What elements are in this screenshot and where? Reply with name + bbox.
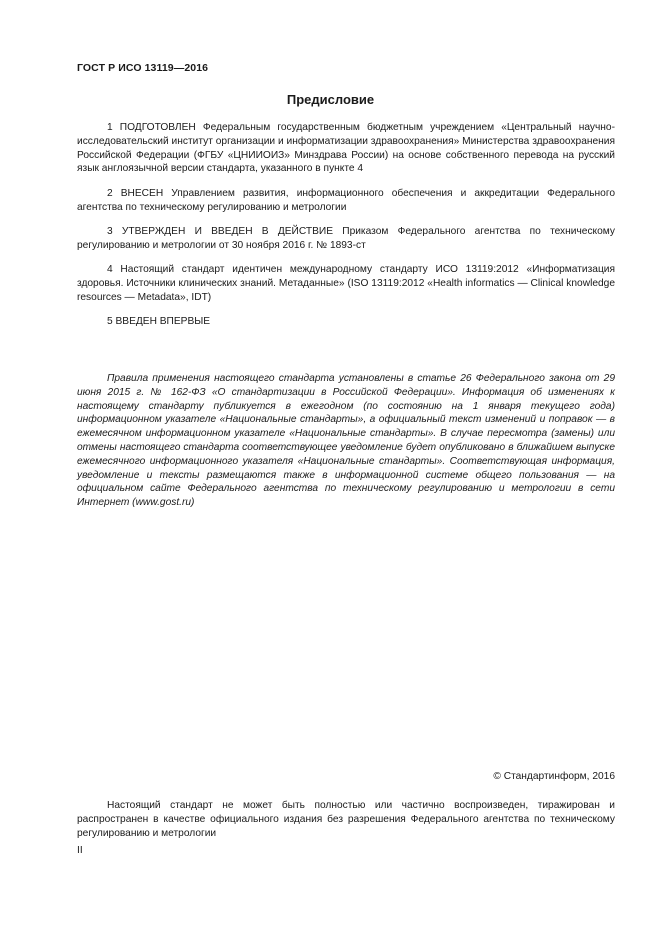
paragraph-introduced: 2 ВНЕСЕН Управлением развития, информационного обеспечения и аккредитации Федерального агентства по техническому регулированию и метрологии bbox=[77, 187, 615, 213]
copyright: © Стандартинформ, 2016 bbox=[493, 771, 615, 782]
rules-note-text: Правила применения настоящего стандарта установлены в статье 26 Федерального закона от 29 июня 2015 г. № 162-ФЗ «О стандартизации в Российской Федерации». Информация об изменениях к настоящему стандарту публикуется в ежегодном (по состоянию на 1 января текущего года) информационном указателе «Национальные стандарты», а официальный текст изменений и поправок — в ежемесячном информационном указателе «Национальные стандарты». В случае пересмотра (замены) или отмены настоящего стандарта соответствующее уведомление будет опубликовано в ближайшем выпуске ежемесячного информационного указателя «Национальные стандарты». Соответствующая информация, уведомление и тексты размещаются также в информационной системе общего пользования — на официальном сайте Федерального агентства по техническому регулированию и метрологии в сети Интернет (www.gost.ru) bbox=[77, 373, 615, 509]
paragraph-approved: 3 УТВЕРЖДЕН И ВВЕДЕН В ДЕЙСТВИЕ Приказом Федерального агентства по техническому регулированию и метрологии от 30 ноября 2016 г. № 1893-ст bbox=[77, 225, 615, 251]
paragraph-identical: 4 Настоящий стандарт идентичен международному стандарту ИСО 13119:2012 «Информатизация здоровья. Источники клинических знаний. Метаданные» (ISO 13119:2012 «Health informatics — Clinical knowledge resources — Metadata», IDT) bbox=[77, 264, 615, 303]
paragraph-prepared: 1 ПОДГОТОВЛЕН Федеральным государственным бюджетным учреждением «Центральный научно-исследовательский институт организации и информатизации здравоохранения» Министерства здравоохранения Российской Федерации (ФГБУ «ЦНИИОИЗ» Минздрава России) на основе собственного перевода на русский язык англоязычной версии стандарта, указанного в пункте 4 bbox=[77, 122, 615, 175]
page-number: II bbox=[77, 845, 83, 856]
foreword-body bbox=[77, 121, 615, 340]
rules-note bbox=[77, 372, 615, 510]
page-title: Предисловие bbox=[286, 92, 375, 107]
paragraph-first-introduced: 5 ВВЕДЕН ВПЕРВЫЕ bbox=[107, 316, 211, 328]
document-id: ГОСТ Р ИСО 13119—2016 bbox=[77, 62, 209, 74]
reproduction-notice bbox=[77, 799, 615, 840]
reproduction-notice-text: Настоящий стандарт не может быть полностью или частично воспроизведен, тиражирован и распространен в качестве официального издания без разрешения Федерального агентства по техническому регулированию и метрологии bbox=[77, 800, 615, 839]
